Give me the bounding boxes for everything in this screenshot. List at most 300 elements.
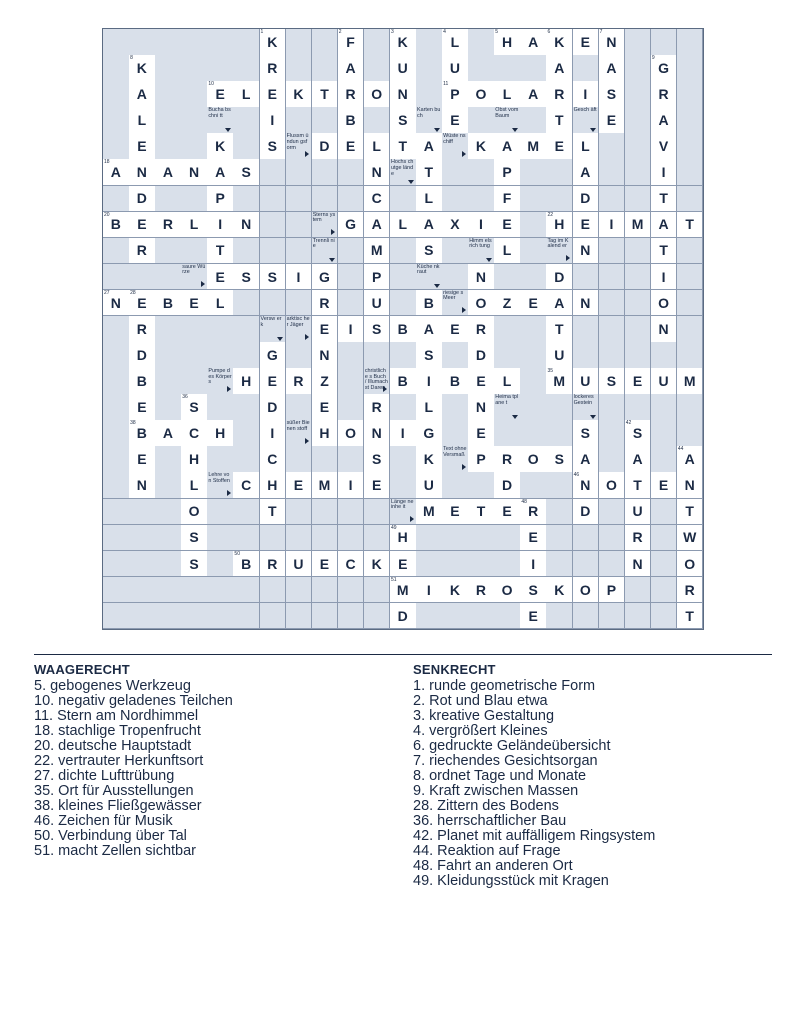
blank-cell xyxy=(520,472,547,499)
blank-cell xyxy=(312,29,339,56)
blank-cell xyxy=(651,577,678,604)
blank-cell xyxy=(286,394,313,421)
blank-cell xyxy=(181,342,208,369)
blank-cell xyxy=(103,499,130,526)
blank-cell xyxy=(416,29,443,56)
letter-cell xyxy=(468,264,495,291)
blank-cell xyxy=(599,394,626,421)
cell-letter: H xyxy=(215,425,226,442)
clue-cell-text: Wüste nschiff xyxy=(443,133,466,145)
letter-cell xyxy=(416,472,443,499)
cell-letter: A xyxy=(502,138,513,155)
cell-letter: U xyxy=(293,555,304,572)
blank-cell xyxy=(546,394,573,421)
clue-cell xyxy=(364,368,391,395)
letter-cell xyxy=(338,212,365,239)
blank-cell xyxy=(520,342,547,369)
letter-cell xyxy=(494,499,521,526)
cell-letter: R xyxy=(267,555,278,572)
letter-cell xyxy=(442,368,469,395)
letter-cell xyxy=(494,186,521,213)
blank-cell xyxy=(207,551,234,578)
cell-letter: R xyxy=(345,85,356,102)
blank-cell xyxy=(625,186,652,213)
clue-number: 50 xyxy=(234,550,240,557)
cell-letter: S xyxy=(371,451,382,468)
cell-letter: N xyxy=(188,164,200,181)
blank-cell xyxy=(103,603,130,630)
blank-cell xyxy=(155,107,182,134)
clue-item: 49. Kleidungsstück mit Kragen xyxy=(413,873,609,889)
blank-cell xyxy=(625,264,652,291)
letter-cell xyxy=(103,212,130,239)
cell-letter: T xyxy=(659,190,668,207)
blank-cell xyxy=(155,342,182,369)
blank-cell xyxy=(155,577,182,604)
blank-cell xyxy=(390,394,417,421)
cell-letter: I xyxy=(479,216,483,233)
blank-cell xyxy=(312,159,339,186)
letter-cell xyxy=(390,29,417,56)
blank-cell xyxy=(599,603,626,630)
blank-cell xyxy=(573,525,600,552)
cell-letter: R xyxy=(475,320,487,337)
letter-cell xyxy=(312,420,339,447)
blank-cell xyxy=(312,577,339,604)
cell-letter: K xyxy=(293,85,304,102)
letter-cell xyxy=(338,81,365,108)
letter-cell xyxy=(651,290,678,317)
letter-cell xyxy=(625,420,652,447)
letter-cell xyxy=(494,446,521,473)
cell-letter: H xyxy=(319,425,330,442)
blank-cell xyxy=(181,107,208,134)
cell-letter: D xyxy=(136,346,147,363)
cell-letter: O xyxy=(579,581,591,598)
cell-letter: N xyxy=(136,477,147,494)
clue-cell xyxy=(573,107,600,134)
cell-letter: D xyxy=(554,268,565,285)
cell-letter: A xyxy=(162,425,174,442)
letter-cell xyxy=(416,420,443,447)
blank-cell xyxy=(677,133,704,160)
blank-cell xyxy=(286,159,313,186)
blank-cell xyxy=(103,107,130,134)
letter-cell xyxy=(364,394,391,421)
letter-cell xyxy=(129,159,156,186)
cell-letter: H xyxy=(267,477,278,494)
arrow-right-icon xyxy=(462,464,466,470)
letter-cell xyxy=(338,107,365,134)
cell-letter: B xyxy=(162,294,174,311)
cell-letter: E xyxy=(502,503,512,520)
letter-cell xyxy=(286,81,313,108)
blank-cell xyxy=(416,551,443,578)
blank-cell xyxy=(442,603,469,630)
blank-cell xyxy=(520,159,547,186)
clue-cell xyxy=(312,238,339,265)
clue-item: 9. Kraft zwischen Massen xyxy=(413,783,579,799)
blank-cell xyxy=(390,290,417,317)
blank-cell xyxy=(573,55,600,82)
blank-cell xyxy=(312,499,339,526)
cell-letter: E xyxy=(606,112,617,129)
clue-cell xyxy=(312,212,339,239)
blank-cell xyxy=(677,159,704,186)
blank-cell xyxy=(155,186,182,213)
across-clues xyxy=(34,662,233,859)
cell-letter: A xyxy=(423,216,434,233)
blank-cell xyxy=(468,107,495,134)
cell-letter: K xyxy=(397,33,408,50)
letter-cell xyxy=(338,551,365,578)
clue-item: 2. Rot und Blau etwa xyxy=(413,693,548,709)
blank-cell xyxy=(651,499,678,526)
letter-cell xyxy=(233,81,260,108)
letter-cell xyxy=(416,577,443,604)
divider xyxy=(34,654,772,655)
arrow-down-icon xyxy=(408,180,414,184)
cell-letter: A xyxy=(554,59,565,76)
cell-letter: H xyxy=(188,451,200,468)
arrow-down-icon xyxy=(277,337,283,341)
cell-letter: R xyxy=(136,320,147,337)
cell-letter: O xyxy=(527,451,539,468)
blank-cell xyxy=(546,499,573,526)
blank-cell xyxy=(181,55,208,82)
letter-cell xyxy=(442,81,469,108)
letter-cell xyxy=(260,29,287,56)
letter-cell xyxy=(677,212,704,239)
clue-item: 48. Fahrt an anderen Ort xyxy=(413,858,573,874)
letter-cell xyxy=(625,368,652,395)
cell-letter: E xyxy=(554,138,564,155)
cell-letter: A xyxy=(528,33,539,50)
letter-cell xyxy=(468,446,495,473)
blank-cell xyxy=(520,55,547,82)
letter-cell xyxy=(260,368,287,395)
blank-cell xyxy=(181,603,208,630)
clue-cell xyxy=(207,368,234,395)
letter-cell xyxy=(573,577,600,604)
letter-cell xyxy=(573,368,600,395)
cell-letter: P xyxy=(371,268,382,285)
clue-number: 42 xyxy=(625,420,632,427)
blank-cell xyxy=(233,577,260,604)
letter-cell xyxy=(103,290,130,317)
blank-cell xyxy=(677,29,704,56)
letter-cell xyxy=(651,472,678,499)
clue-item: 7. riechendes Gesichtsorgan xyxy=(413,753,598,769)
cell-letter: C xyxy=(241,477,252,494)
letter-cell xyxy=(364,290,391,317)
letter-cell xyxy=(546,368,573,395)
cell-letter: P xyxy=(215,190,225,207)
letter-cell xyxy=(599,212,626,239)
cell-letter: E xyxy=(137,216,147,233)
blank-cell xyxy=(207,603,234,630)
letter-cell xyxy=(468,316,495,343)
blank-cell xyxy=(155,81,182,108)
letter-cell xyxy=(520,29,547,56)
cell-letter: E xyxy=(293,477,304,494)
blank-cell xyxy=(233,290,260,317)
blank-cell xyxy=(207,394,234,421)
cell-letter: O xyxy=(371,85,383,102)
letter-cell xyxy=(416,446,443,473)
clue-number: 38 xyxy=(130,420,136,427)
blank-cell xyxy=(286,290,313,317)
arrow-down-icon xyxy=(329,258,335,262)
letter-cell xyxy=(573,212,600,239)
cell-letter: M xyxy=(631,216,644,233)
arrow-down-icon xyxy=(512,415,518,419)
cell-letter: I xyxy=(531,555,536,572)
letter-cell xyxy=(416,133,443,160)
blank-cell xyxy=(312,446,339,473)
cell-letter: F xyxy=(346,33,355,50)
clue-item: 38. kleines Fließgewässer xyxy=(34,798,202,814)
blank-cell xyxy=(625,316,652,343)
cell-letter: C xyxy=(188,425,200,442)
cell-letter: S xyxy=(371,320,382,337)
letter-cell xyxy=(286,264,313,291)
cell-letter: N xyxy=(136,164,147,181)
clue-number: 44 xyxy=(677,446,684,453)
blank-cell xyxy=(520,316,547,343)
letter-cell xyxy=(599,472,626,499)
blank-cell xyxy=(677,420,704,447)
cell-letter: T xyxy=(685,503,694,520)
cell-letter: L xyxy=(502,242,512,259)
letter-cell xyxy=(468,499,495,526)
cell-letter: N xyxy=(580,477,591,494)
cell-letter: T xyxy=(398,138,408,155)
letter-cell xyxy=(520,81,547,108)
clue-number: 2 xyxy=(338,29,342,35)
blank-cell xyxy=(573,264,600,291)
letter-cell xyxy=(494,212,521,239)
clue-number: 6 xyxy=(547,29,551,35)
blank-cell xyxy=(338,238,365,265)
blank-cell xyxy=(546,420,573,447)
cell-letter: B xyxy=(345,112,356,129)
blank-cell xyxy=(494,420,521,447)
arrow-right-icon xyxy=(227,490,231,496)
blank-cell xyxy=(181,368,208,395)
blank-cell xyxy=(677,238,704,265)
blank-cell xyxy=(468,472,495,499)
blank-cell xyxy=(286,603,313,630)
clue-item: 3. kreative Gestaltung xyxy=(413,708,555,724)
blank-cell xyxy=(103,133,130,160)
cell-letter: I xyxy=(609,216,614,233)
blank-cell xyxy=(625,342,652,369)
blank-cell xyxy=(312,186,339,213)
cell-letter: I xyxy=(218,216,223,233)
arrow-right-icon xyxy=(305,151,309,157)
cell-letter: O xyxy=(605,477,617,494)
letter-cell xyxy=(573,499,600,526)
crossword-grid xyxy=(102,28,704,630)
letter-cell xyxy=(129,238,156,265)
cell-letter: L xyxy=(137,112,147,129)
blank-cell xyxy=(260,186,287,213)
blank-cell xyxy=(442,525,469,552)
blank-cell xyxy=(625,238,652,265)
blank-cell xyxy=(286,525,313,552)
blank-cell xyxy=(181,238,208,265)
letter-cell xyxy=(364,133,391,160)
blank-cell xyxy=(520,420,547,447)
cell-letter: M xyxy=(553,372,566,389)
blank-cell xyxy=(338,446,365,473)
blank-cell xyxy=(651,394,678,421)
blank-cell xyxy=(625,107,652,134)
arrow-down-icon xyxy=(486,258,492,262)
blank-cell xyxy=(442,159,469,186)
blank-cell xyxy=(260,525,287,552)
blank-cell xyxy=(364,107,391,134)
cell-letter: U xyxy=(580,372,591,389)
across-list xyxy=(34,679,233,859)
cell-letter: A xyxy=(215,164,226,181)
letter-cell xyxy=(651,212,678,239)
blank-cell xyxy=(103,368,130,395)
blank-cell xyxy=(599,420,626,447)
letter-cell xyxy=(520,499,547,526)
clue-number: 4 xyxy=(443,29,446,35)
clue-cell xyxy=(573,394,600,421)
letter-cell xyxy=(546,446,573,473)
cell-letter: T xyxy=(268,503,277,520)
letter-cell xyxy=(573,81,600,108)
blank-cell xyxy=(599,133,626,160)
blank-cell xyxy=(129,499,156,526)
blank-cell xyxy=(286,342,313,369)
blank-cell xyxy=(233,342,260,369)
letter-cell xyxy=(390,420,417,447)
letter-cell xyxy=(312,368,339,395)
blank-cell xyxy=(520,394,547,421)
clue-cell-text: Gesch äft xyxy=(573,107,597,114)
clue-number: 36 xyxy=(182,394,188,401)
cell-letter: R xyxy=(267,59,278,76)
clue-cell-text: Hochs chutge lände xyxy=(390,159,414,177)
blank-cell xyxy=(181,81,208,108)
blank-cell xyxy=(494,551,521,578)
cell-letter: N xyxy=(397,85,408,102)
cell-letter: U xyxy=(554,346,565,363)
clue-cell-text: Küche nkraut xyxy=(417,263,440,276)
letter-cell xyxy=(651,55,678,82)
letter-cell xyxy=(494,577,521,604)
cell-letter: L xyxy=(424,398,434,415)
blank-cell xyxy=(599,342,626,369)
arrow-right-icon xyxy=(305,438,309,444)
clue-item: 28. Zittern des Bodens xyxy=(413,798,559,814)
letter-cell xyxy=(312,342,339,369)
cell-letter: S xyxy=(189,529,199,546)
cell-letter: E xyxy=(502,216,512,233)
letter-cell xyxy=(338,133,365,160)
letter-cell xyxy=(416,316,443,343)
blank-cell xyxy=(442,186,469,213)
blank-cell xyxy=(573,342,600,369)
cell-letter: M xyxy=(396,581,409,598)
letter-cell xyxy=(103,159,130,186)
cell-letter: U xyxy=(449,59,460,76)
arrow-down-icon xyxy=(434,128,440,132)
letter-cell xyxy=(416,186,443,213)
cell-letter: U xyxy=(658,372,669,389)
blank-cell xyxy=(599,499,626,526)
blank-cell xyxy=(442,420,469,447)
cell-letter: A xyxy=(110,164,121,181)
cell-letter: G xyxy=(345,216,357,233)
cell-letter: A xyxy=(580,164,591,181)
letter-cell xyxy=(494,159,521,186)
blank-cell xyxy=(520,107,547,134)
letter-cell xyxy=(677,577,704,604)
cell-letter: E xyxy=(215,85,225,102)
cell-letter: U xyxy=(423,477,434,494)
clue-item: 44. Reaktion auf Frage xyxy=(413,843,561,859)
letter-cell xyxy=(129,55,156,82)
cell-letter: L xyxy=(502,85,512,102)
clue-cell-text: Versw erk xyxy=(260,315,282,328)
cell-letter: E xyxy=(137,451,147,468)
blank-cell xyxy=(390,472,417,499)
letter-cell xyxy=(651,238,678,265)
arrow-right-icon xyxy=(462,151,466,157)
blank-cell xyxy=(520,368,547,395)
cell-letter: E xyxy=(528,607,538,624)
letter-cell xyxy=(468,81,495,108)
cell-letter: A xyxy=(162,164,174,181)
blank-cell xyxy=(651,603,678,630)
cell-letter: D xyxy=(502,477,513,494)
clue-cell-text: Karten buch xyxy=(417,107,441,119)
cell-letter: K xyxy=(475,138,487,155)
letter-cell xyxy=(312,290,339,317)
letter-cell xyxy=(129,133,156,160)
blank-cell xyxy=(103,186,130,213)
blank-cell xyxy=(103,342,130,369)
blank-cell xyxy=(364,525,391,552)
cell-letter: E xyxy=(580,33,591,50)
cell-letter: O xyxy=(475,294,487,311)
cell-letter: L xyxy=(450,33,460,50)
blank-cell xyxy=(416,525,443,552)
letter-cell xyxy=(494,133,521,160)
blank-cell xyxy=(207,499,234,526)
blank-cell xyxy=(390,264,417,291)
clue-number: 5 xyxy=(495,29,499,35)
letter-cell xyxy=(416,159,443,186)
cell-letter: S xyxy=(189,398,199,415)
cell-letter: I xyxy=(661,164,666,181)
letter-cell xyxy=(338,472,365,499)
blank-cell xyxy=(677,394,704,421)
cell-letter: B xyxy=(136,372,147,389)
blank-cell xyxy=(599,186,626,213)
clue-item: 36. herrschaftlicher Bau xyxy=(413,813,567,829)
blank-cell xyxy=(364,342,391,369)
blank-cell xyxy=(207,525,234,552)
blank-cell xyxy=(677,107,704,134)
letter-cell xyxy=(520,577,547,604)
